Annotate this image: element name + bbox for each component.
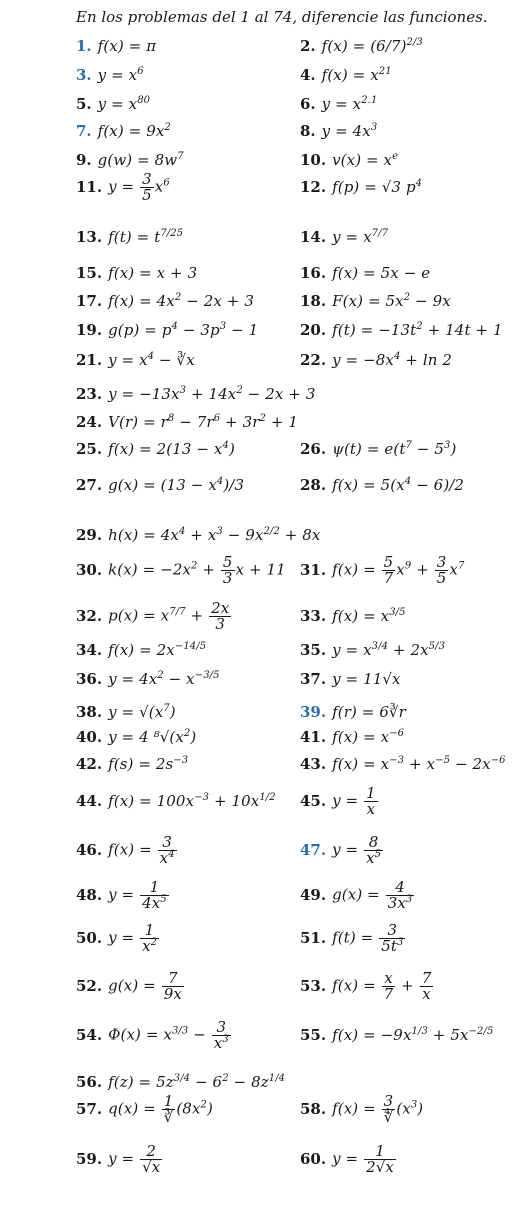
problem-expression: g(x) = $\frac{4}{3x^3}$ — [332, 877, 413, 912]
problem-expression: $y = -13x^3 + 14x^2 - 2x + 3$ — [108, 385, 316, 403]
problem-number: 44. — [76, 792, 103, 810]
problem-number: 40. — [76, 728, 103, 746]
problem-28 — [300, 473, 464, 497]
problem-15 — [76, 261, 197, 285]
problem-expression: f(r) = 6∛r — [332, 703, 406, 721]
problem-number: 50. — [76, 929, 103, 947]
problem-expression: f(x) = $\frac{3}{x^4}$ — [108, 832, 175, 867]
problem-expression: y = $\frac{2}{√x}$ — [108, 1141, 161, 1176]
problem-26 — [300, 437, 456, 461]
problem-12 — [300, 175, 422, 199]
problem-number: 56. — [76, 1073, 103, 1091]
problem-expression: $f(x) = 5(x^4 - 6)/2$ — [332, 476, 465, 494]
problem-number: 49. — [300, 886, 327, 904]
problem-47 — [300, 832, 384, 867]
problem-45 — [300, 783, 379, 818]
problem-number: 7. — [76, 122, 92, 140]
problem-6 — [300, 92, 377, 116]
problem-expression: $f(x) = x^{3/5}$ — [332, 607, 406, 625]
problem-number: 54. — [76, 1026, 103, 1044]
problem-number: 25. — [76, 440, 103, 458]
problem-expression: $f(x) = -9x^{1/3} + 5x^{-2/5}$ — [332, 1026, 494, 1044]
problem-31 — [300, 552, 465, 587]
problem-number: 60. — [300, 1150, 327, 1168]
problem-52 — [76, 968, 185, 1003]
problem-46 — [76, 832, 178, 867]
problem-expression: $f(x) = 100x^{-3} + 10x^{1/2}$ — [108, 792, 276, 810]
problem-number: 34. — [76, 641, 103, 659]
problem-expression: $V(r) = r^8 - 7r^6 + 3r^2 + 1$ — [108, 413, 299, 431]
problem-expression: $h(x) = 4x^4 + x^3 - 9x^{2/2} + 8x$ — [108, 526, 321, 544]
problem-number: 1. — [76, 37, 92, 55]
problem-10 — [300, 148, 398, 172]
problem-expression: f(x) = $\frac{5}{7}$ $x^9$ + $\frac{3}{5}$ $x^7$ — [332, 552, 465, 587]
problem-33 — [300, 604, 406, 628]
problem-number: 35. — [300, 641, 327, 659]
problem-41 — [300, 725, 404, 749]
problem-58 — [300, 1091, 424, 1126]
problem-expression: $k(x) = -2x^2$ + $\frac{5}{3}$ x + 11 — [108, 552, 286, 587]
problem-23 — [76, 382, 315, 406]
problem-9 — [76, 148, 184, 172]
problem-59 — [76, 1141, 163, 1176]
problem-number: 52. — [76, 977, 103, 995]
problem-number: 29. — [76, 526, 103, 544]
problem-number: 21. — [76, 351, 103, 369]
problem-48 — [76, 877, 170, 912]
problem-number: 13. — [76, 228, 103, 246]
problem-60 — [300, 1141, 397, 1176]
problem-17 — [76, 289, 254, 313]
problem-number: 32. — [76, 607, 103, 625]
problem-expression: $f(x) = 4x^2 - 2x + 3$ — [108, 292, 254, 310]
problem-number: 37. — [300, 670, 327, 688]
problem-number: 26. — [300, 440, 327, 458]
problem-expression: $y = 4x^3$ — [321, 122, 378, 140]
problem-expression: $p(x) = x^{7/7}$ + $\frac{2x}{3}$ — [108, 598, 230, 633]
problem-53 — [300, 968, 434, 1003]
instructions-heading: En los problemas del 1 al 74, diferencie las funciones. — [76, 8, 488, 26]
problem-number: 28. — [300, 476, 327, 494]
problem-expression: y = $\frac{1}{4x^5}$ — [108, 877, 167, 912]
problem-expression: $\psi(t) = e(t^7 - 5^3)$ — [332, 440, 457, 458]
problem-expression: $g(p) = p^4 - 3p^3 - 1$ — [108, 321, 259, 339]
problem-number: 38. — [76, 703, 103, 721]
problem-expression: $f(x) = 9x^2$ — [97, 122, 171, 140]
problem-number: 42. — [76, 755, 103, 773]
problem-50 — [76, 920, 160, 955]
problem-expression: f(x) = π — [97, 37, 157, 55]
problem-3 — [76, 63, 144, 87]
problem-24 — [76, 410, 298, 434]
problem-40 — [76, 725, 196, 749]
problem-4 — [300, 63, 392, 87]
problem-expression: $y = x^{2.1}$ — [321, 95, 378, 113]
problem-number: 59. — [76, 1150, 103, 1168]
problem-number: 46. — [76, 841, 103, 859]
problem-number: 33. — [300, 607, 327, 625]
problem-expression: $F(x) = 5x^2 - 9x$ — [332, 292, 451, 310]
problem-number: 39. — [300, 703, 327, 721]
problem-22 — [300, 348, 452, 372]
problem-expression: $y = 4x^2 - x^{-3/5}$ — [108, 670, 220, 688]
problem-expression: $f(x) = (6/7)^{2/3}$ — [321, 37, 423, 55]
problem-expression: $g(x) = (13 - x^4)/3$ — [108, 476, 245, 494]
problem-expression: $f(x) = 2x^{-14/5}$ — [108, 641, 207, 659]
problem-expression: $g(w) = 8w^7$ — [97, 151, 184, 169]
problem-expression: $f(x) = 2(13 - x^4)$ — [108, 440, 235, 458]
problem-number: 57. — [76, 1100, 103, 1118]
problem-number: 20. — [300, 321, 327, 339]
problem-36 — [76, 667, 220, 691]
problem-11 — [76, 169, 170, 204]
problem-number: 8. — [300, 122, 316, 140]
problem-expression: y = $\frac{8}{x^5}$ — [332, 832, 382, 867]
problem-number: 12. — [300, 178, 327, 196]
problem-number: 47. — [300, 841, 327, 859]
problem-expression: $y = √(x^7)$ — [108, 703, 176, 721]
problem-expression: $y = x^6$ — [97, 66, 144, 84]
problem-19 — [76, 318, 258, 342]
problem-expression: y = $\frac{1}{x}$ — [332, 783, 376, 818]
problem-expression: $y = -8x^4 + \ln 2$ — [332, 351, 453, 369]
problem-number: 43. — [300, 755, 327, 773]
problem-number: 24. — [76, 413, 103, 431]
problem-18 — [300, 289, 451, 313]
problem-expression: f(t) = $\frac{3}{5t^3}$ — [332, 920, 404, 955]
problem-54 — [76, 1017, 232, 1052]
problem-expression: $y = x^4$ − ∛x — [108, 351, 195, 369]
problem-number: 11. — [76, 178, 103, 196]
problem-expression: f(x) = x + 3 — [108, 264, 198, 282]
problem-number: 9. — [76, 151, 92, 169]
problem-expression: $f(x) = x^{-3} + x^{-5} - 2x^{-6}$ — [332, 755, 506, 773]
problem-44 — [76, 789, 276, 813]
problem-20 — [300, 318, 503, 342]
problem-number: 14. — [300, 228, 327, 246]
problem-expression: $f(s) = 2s^{-3}$ — [108, 755, 189, 773]
problem-25 — [76, 437, 235, 461]
problem-13 — [76, 225, 183, 249]
problem-30 — [76, 552, 286, 587]
problem-number: 36. — [76, 670, 103, 688]
problem-expression: g(x) = $\frac{7}{9x}$ — [108, 968, 182, 1003]
problem-number: 19. — [76, 321, 103, 339]
problem-56 — [76, 1070, 285, 1094]
problem-expression: y = $\frac{3}{5}$ $x^6$ — [108, 169, 170, 204]
problem-expression: $f(x) = x^{21}$ — [321, 66, 392, 84]
problem-number: 31. — [300, 561, 327, 579]
problem-expression: y = $\frac{1}{x^2}$ — [108, 920, 158, 955]
problem-14 — [300, 225, 388, 249]
problem-number: 15. — [76, 264, 103, 282]
problem-number: 51. — [300, 929, 327, 947]
problem-expression: f(p) = √3 $p^4$ — [332, 178, 423, 196]
problem-7 — [76, 119, 171, 143]
problem-number: 53. — [300, 977, 327, 995]
problem-expression: $f(t) = t^{7/25}$ — [108, 228, 184, 246]
problem-number: 4. — [300, 66, 316, 84]
problem-number: 18. — [300, 292, 327, 310]
problem-49 — [300, 877, 415, 912]
problem-expression: $v(x) = x^e$ — [332, 151, 399, 169]
problem-number: 6. — [300, 95, 316, 113]
problem-number: 2. — [300, 37, 316, 55]
problem-number: 5. — [76, 95, 92, 113]
problem-1 — [76, 34, 156, 58]
problem-expression: $f(t) = -13t^2 + 14t + 1$ — [332, 321, 503, 339]
problem-expression: q(x) = $\frac{1}{∛}$ $(8x^2)$ — [108, 1091, 213, 1126]
problem-expression: f(x) = $\frac{x}{7}$ + $\frac{7}{x}$ — [332, 968, 432, 1003]
problem-8 — [300, 119, 377, 143]
problem-29 — [76, 523, 320, 547]
problem-number: 58. — [300, 1100, 327, 1118]
problem-2 — [300, 34, 423, 58]
problem-expression: y = $\frac{1}{2√x}$ — [332, 1141, 394, 1176]
problem-number: 30. — [76, 561, 103, 579]
problem-expression: f(x) = $\frac{3}{∜}$ $(x^3)$ — [332, 1091, 424, 1126]
problem-expression: $f(z) = 5z^{3/4} - 6^2 - 8z^{1/4}$ — [108, 1073, 286, 1091]
problem-5 — [76, 92, 150, 116]
problem-34 — [76, 638, 206, 662]
problem-expression: $f(x) = x^{-6}$ — [332, 728, 405, 746]
problem-number: 55. — [300, 1026, 327, 1044]
problem-number: 10. — [300, 151, 327, 169]
problem-37 — [300, 667, 401, 691]
problem-expression: $y = x^{80}$ — [97, 95, 151, 113]
problem-32 — [76, 598, 232, 633]
problem-number: 45. — [300, 792, 327, 810]
problem-number: 27. — [76, 476, 103, 494]
problem-number: 3. — [76, 66, 92, 84]
problem-expression: y = 11√x — [332, 670, 401, 688]
problem-43 — [300, 752, 506, 776]
problem-number: 22. — [300, 351, 327, 369]
problem-39 — [300, 700, 406, 724]
problem-expression: y = 4 $^8√(x^2)$ — [108, 728, 197, 746]
problem-expression: $\Phi(x) = x^{3/3}$ − $\frac{3}{x^3}$ — [108, 1017, 229, 1052]
problem-number: 41. — [300, 728, 327, 746]
problem-number: 16. — [300, 264, 327, 282]
problem-number: 17. — [76, 292, 103, 310]
problem-number: 23. — [76, 385, 103, 403]
problem-42 — [76, 752, 188, 776]
problem-38 — [76, 700, 176, 724]
problem-51 — [300, 920, 406, 955]
problem-55 — [300, 1023, 493, 1047]
problem-27 — [76, 473, 244, 497]
problem-35 — [300, 638, 445, 662]
problem-expression: f(x) = 5x − e — [332, 264, 431, 282]
problem-21 — [76, 348, 195, 372]
problem-expression: $y = x^{7/7}$ — [332, 228, 389, 246]
problem-expression: $y = x^{3/4} + 2x^{5/3}$ — [332, 641, 446, 659]
problem-16 — [300, 261, 430, 285]
problem-57 — [76, 1091, 213, 1126]
problem-number: 48. — [76, 886, 103, 904]
